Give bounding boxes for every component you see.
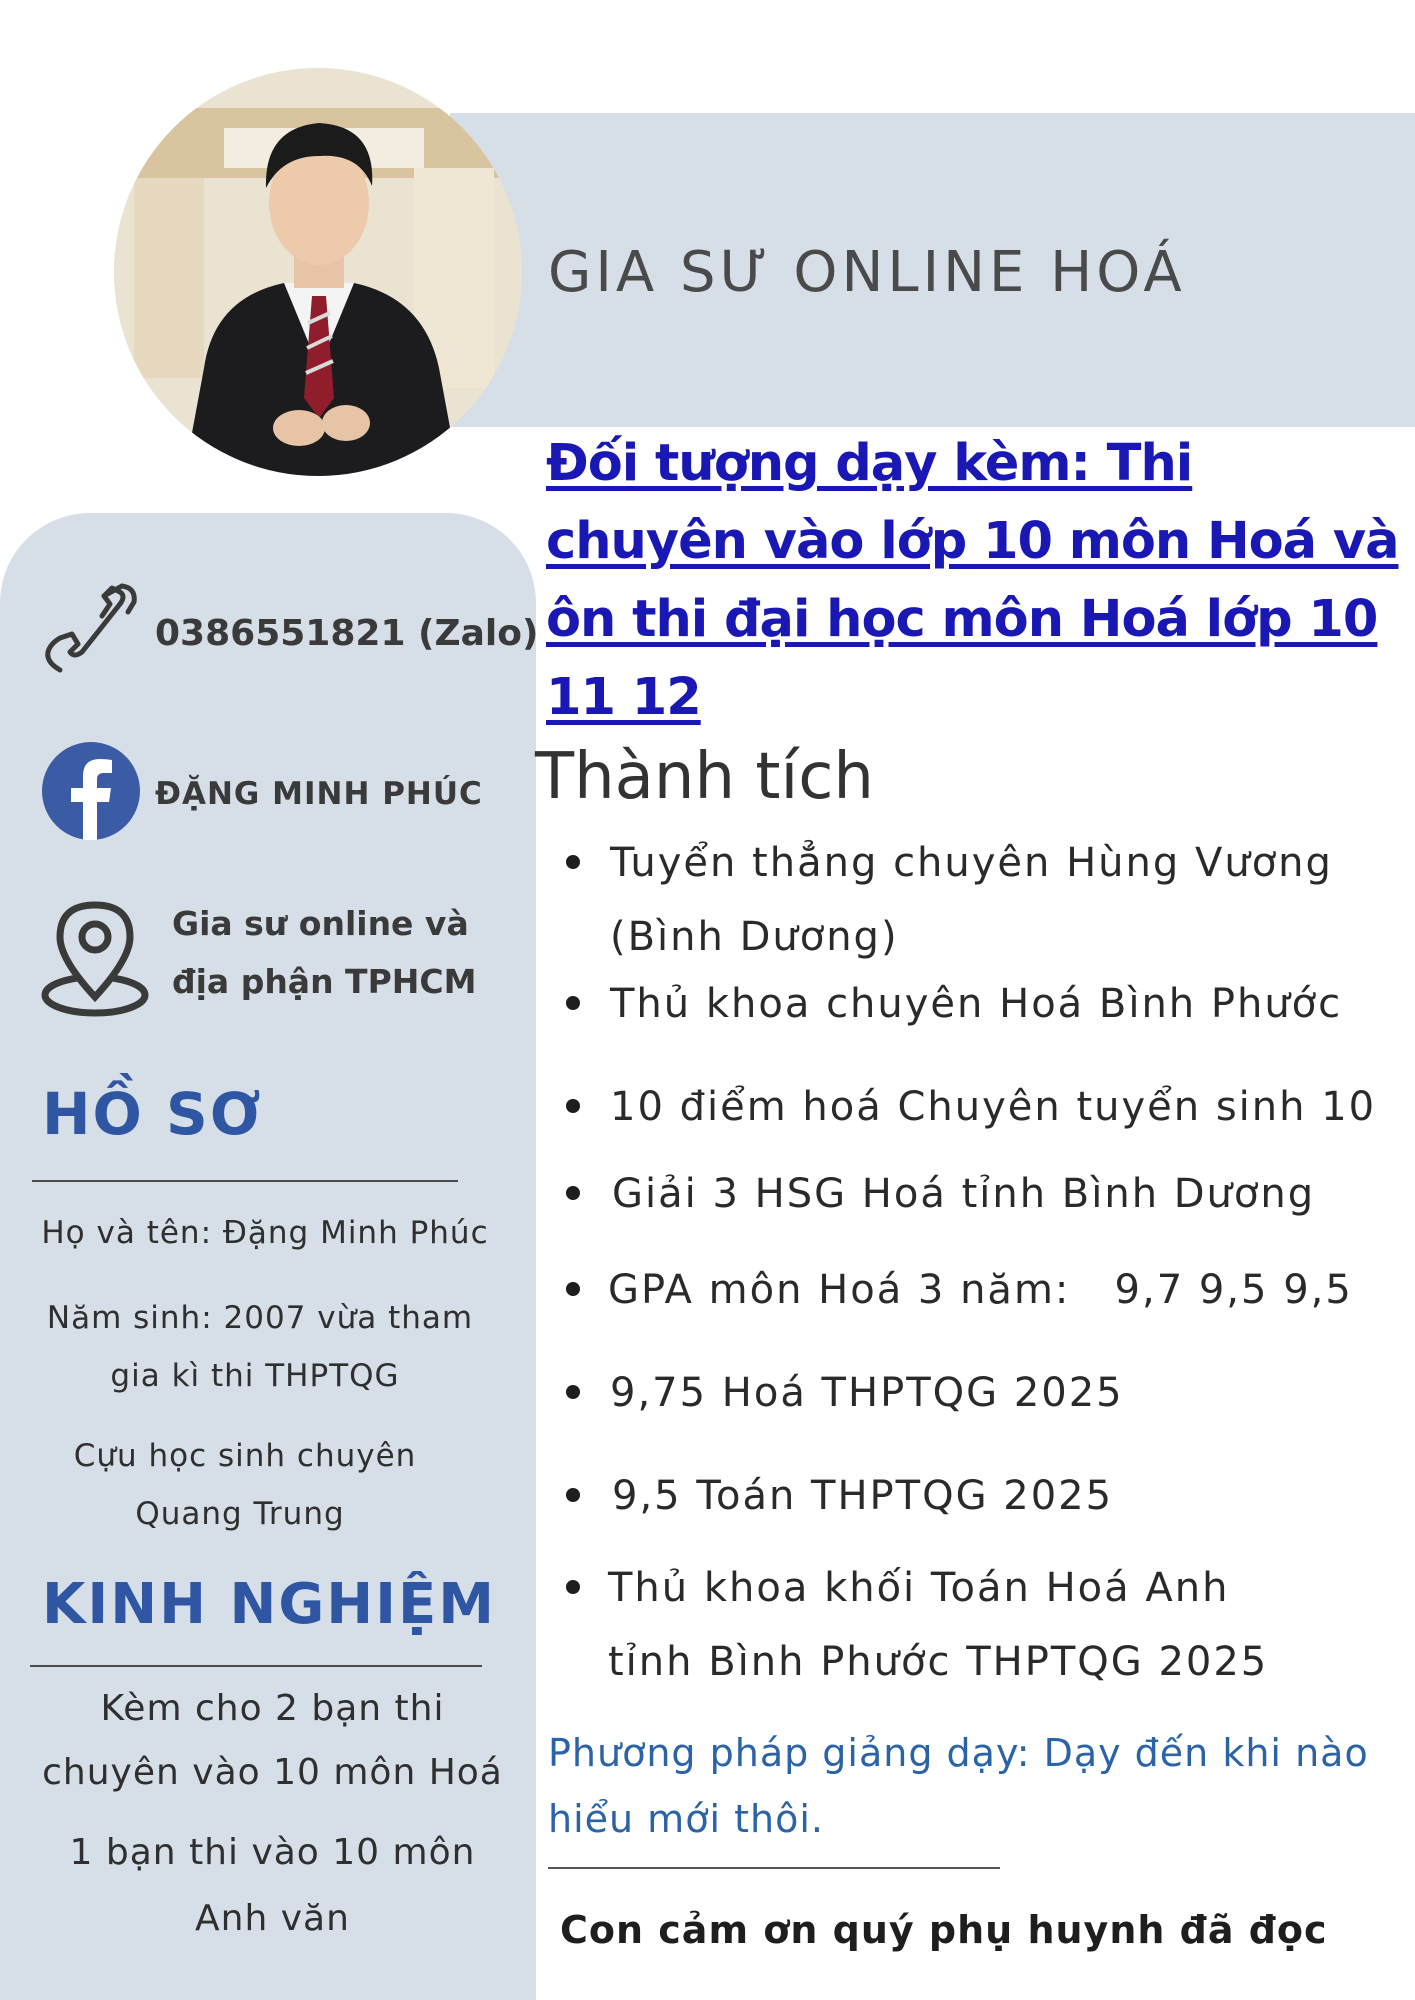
teaching-method: Phương pháp giảng dạy: Dạy đến khi nào hiểu mới thôi. [548, 1731, 1369, 1841]
profile-birth-line-2: gia kì thi THPTQG [110, 1358, 400, 1394]
achievement-item: Tuyển thẳng chuyên Hùng Vương (Bình Dương) [610, 840, 1333, 960]
bullet-dot [566, 1282, 580, 1296]
phone-number[interactable]: 0386551821 (Zalo) [155, 613, 539, 654]
achievement-item: 10 điểm hoá Chuyên tuyển sinh 10 [610, 1084, 1377, 1130]
method-divider [548, 1867, 1000, 1869]
avatar-photo [114, 68, 522, 476]
experience-item-2-line-2: Anh văn [195, 1898, 350, 1939]
facebook-icon[interactable] [42, 742, 140, 840]
bullet-dot [566, 1488, 580, 1502]
bullet-dot [566, 996, 580, 1010]
experience-item-1-line-2: chuyên vào 10 môn Hoá [42, 1752, 503, 1793]
achievement-item: 9,75 Hoá THPTQG 2025 [610, 1370, 1124, 1416]
bullet-dot [566, 855, 580, 869]
phone-icon [40, 582, 140, 682]
avatar [114, 68, 522, 476]
experience-item-2-line-1: 1 bạn thi vào 10 môn [69, 1832, 476, 1873]
achievement-item: GPA môn Hoá 3 năm: 9,7 9,5 9,5 [608, 1267, 1353, 1313]
profile-school-line-1: Cựu học sinh chuyên [73, 1438, 417, 1474]
page-title: GIA SƯ ONLINE HOÁ [548, 240, 1186, 305]
location-line-2: địa phận TPHCM [172, 962, 477, 1001]
thanks-note: Con cảm ơn quý phụ huynh đã đọc [560, 1908, 1328, 1952]
experience-divider [30, 1665, 482, 1667]
bullet-dot [566, 1580, 580, 1594]
experience-heading: KINH NGHIỆM [42, 1572, 496, 1637]
profile-divider [32, 1180, 458, 1182]
bullet-dot [566, 1385, 580, 1399]
achievement-item: Giải 3 HSG Hoá tỉnh Bình Dương [612, 1171, 1316, 1217]
profile-heading: HỒ SƠ [42, 1080, 263, 1148]
achievement-item: Thủ khoa khối Toán Hoá Anh tỉnh Bình Phước THPTQG 2025 [608, 1565, 1269, 1685]
teaching-target-link[interactable]: Đối tượng dạy kèm: Thi chuyên vào lớp 10 môn Hoá và ôn thi đại học môn Hoá lớp 10 11 12 [546, 434, 1399, 727]
location-line-1: Gia sư online và [172, 904, 469, 943]
profile-birth-line-1: Năm sinh: 2007 vừa tham [46, 1300, 474, 1336]
location-pin-icon [38, 897, 153, 1019]
bullet-dot [566, 1099, 580, 1113]
achievement-item: Thủ khoa chuyên Hoá Bình Phước [610, 981, 1343, 1027]
bullet-dot [566, 1186, 580, 1200]
achievement-item: 9,5 Toán THPTQG 2025 [612, 1473, 1114, 1519]
profile-name: Họ và tên: Đặng Minh Phúc [41, 1215, 489, 1251]
achievements-heading: Thành tích [535, 740, 874, 814]
experience-item-1-line-1: Kèm cho 2 bạn thi [100, 1688, 445, 1729]
facebook-name[interactable]: ĐẶNG MINH PHÚC [155, 776, 483, 812]
profile-school-line-2: Quang Trung [135, 1496, 345, 1532]
